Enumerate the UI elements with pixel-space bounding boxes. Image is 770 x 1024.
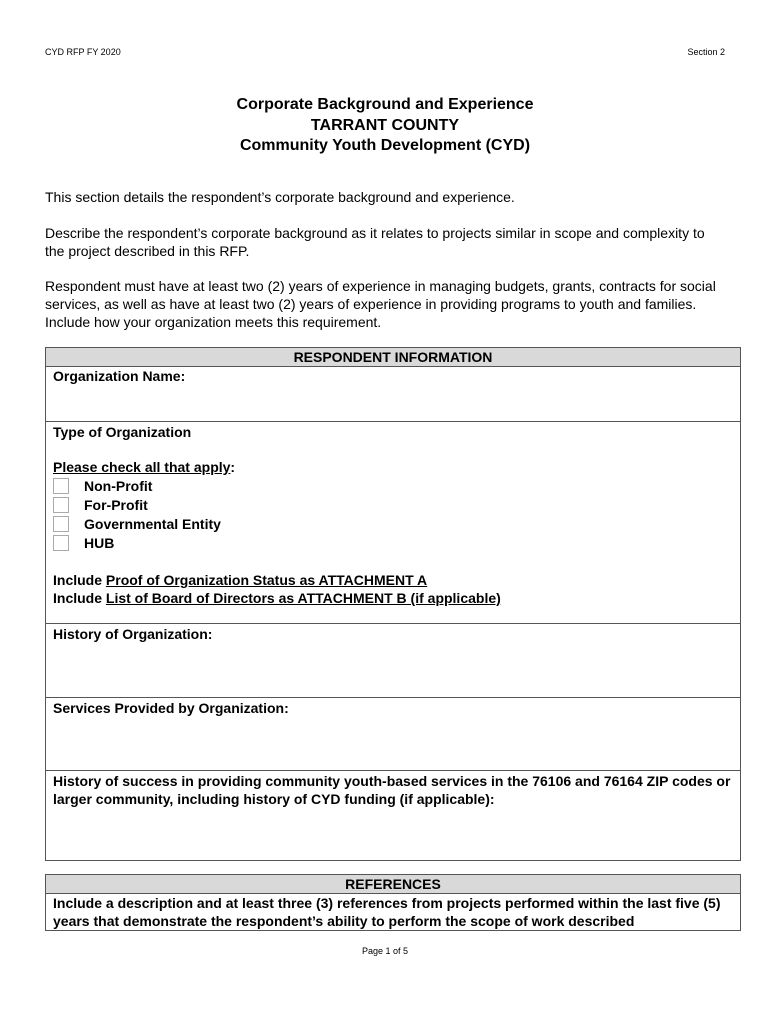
option-label: Non-Profit (84, 478, 153, 494)
intro-paragraph-1: This section details the respondent’s corporate background and experience. (45, 189, 515, 205)
org-name-label: Organization Name: (53, 368, 186, 384)
title-block (0, 95, 770, 157)
check-prompt-colon: : (230, 459, 236, 475)
checkbox-hub[interactable] (53, 535, 69, 551)
history-label: History of Organization: (53, 626, 213, 642)
option-non-profit[interactable] (53, 477, 733, 495)
intro-paragraph-2: Describe the respondent’s corporate background as it relates to projects similar in scope and complexity to the project described in this RFP. (45, 225, 705, 259)
check-prompt: Please check all that apply (53, 459, 231, 475)
checkbox-governmental-entity[interactable] (53, 516, 69, 532)
success-history-field[interactable] (46, 771, 741, 861)
org-type-cell (46, 422, 741, 624)
title-main: Corporate Background and Experience (236, 96, 534, 113)
attachment-a: Proof of Organization Status as ATTACHMENT A (105, 572, 428, 588)
title-program: Community Youth Development (CYD) (239, 137, 531, 154)
respondent-heading: RESPONDENT INFORMATION (46, 348, 741, 367)
references-table (45, 874, 741, 931)
attachment-a-line (53, 571, 733, 589)
services-label: Services Provided by Organization: (53, 700, 289, 716)
respondent-information-table (45, 347, 741, 861)
title-county: TARRANT COUNTY (310, 116, 460, 134)
references-text: Include a description and at least three (3) references from projects performed within the last five (5) years that demonstrate the respondent’s ability to perform the scope of work described (46, 894, 741, 931)
org-name-field[interactable] (46, 367, 741, 422)
header-right: Section 2 (687, 47, 725, 57)
include-word: Include (53, 572, 103, 588)
option-label: For-Profit (84, 497, 148, 513)
option-for-profit[interactable] (53, 496, 733, 514)
success-history-label: History of success in providing community youth-based services in the 76106 and 76164 ZIP codes or larger community, including history of CYD funding (if applicable): (53, 773, 731, 807)
checkbox-for-profit[interactable] (53, 497, 69, 513)
page-number: Page 1 of 5 (361, 946, 409, 956)
option-hub[interactable] (53, 534, 733, 552)
org-type-label: Type of Organization (53, 424, 192, 440)
option-label: HUB (84, 535, 115, 551)
checkbox-non-profit[interactable] (53, 478, 69, 494)
attachment-b: List of Board of Directors as ATTACHMENT B (if applicable) (105, 590, 501, 606)
references-heading: REFERENCES (46, 875, 741, 894)
intro-paragraph-3: Respondent must have at least two (2) years of experience in managing budgets, grants, contracts for social services, as well as have at least two (2) years of experience in providing programs to youth and families. Include how your organization meets this requirement. (45, 278, 716, 330)
option-label: Governmental Entity (84, 516, 221, 532)
attachment-b-line (53, 589, 733, 607)
services-field[interactable] (46, 698, 741, 771)
option-governmental-entity[interactable] (53, 515, 733, 533)
include-word: Include (53, 590, 103, 606)
history-field[interactable] (46, 624, 741, 698)
header-left: CYD RFP FY 2020 (45, 47, 121, 57)
